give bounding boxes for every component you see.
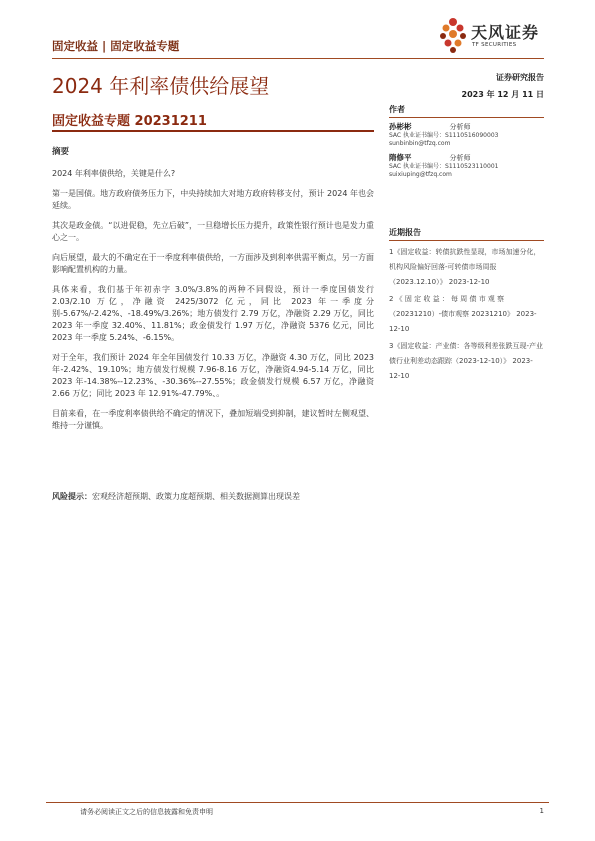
abstract-heading: 摘要: [52, 147, 70, 157]
author-license: SAC 执业证书编号：S1110523110001: [389, 162, 499, 170]
abstract-paragraph: 对于全年，我们预计 2024 年全年国债发行 10.33 万亿，净融资 4.30 万亿，同比 2023 年-2.42%、19.10%；地方债发行规模 7.96-8.16 万亿，净融资4.94-5.14 万亿，同比 2023 年-14.38%--12.23%、-30.36%--27.55%；政金债发行规模 6.57 万亿，净融资 2.66 万亿；同比 2023 年 12.91%-47.79%、。: [52, 353, 374, 398]
abstract-paragraph: 其次是政金债。“以进促稳，先立后破”，一旦稳增长压力提升，政策性银行预计也是发力重心之一。: [52, 221, 374, 242]
recent-reports-heading: 近期报告: [389, 227, 544, 241]
author-card: [389, 122, 544, 149]
abstract-paragraph: 2024 年利率债供给，关键是什么?: [52, 169, 176, 178]
logo-mark-icon: [438, 14, 468, 54]
report-date: 2023 年 12 月 11 日: [461, 90, 544, 99]
abstract-paragraph: 第一是国债。地方政府债务压力下，中央持续加大对地方政府转移支付，预计 2024 年也会延续。: [52, 189, 374, 210]
author-card: [389, 153, 544, 180]
author-name: 孙彬彬: [389, 122, 412, 131]
logo-english-name: TF SECURITIES: [472, 42, 517, 48]
author-email[interactable]: sunbinbin@tfzq.com: [389, 140, 451, 148]
recent-reports-panel: [389, 227, 544, 386]
report-title: 2024 年利率债供给展望: [52, 74, 270, 98]
author-name: 隋修平: [389, 152, 412, 162]
logo-chinese-name: 天风证券: [471, 23, 540, 42]
footer-divider: [46, 802, 549, 803]
company-logo: [438, 14, 546, 54]
risk-warning: [52, 491, 374, 503]
abstract-section: [52, 146, 374, 440]
report-type: 证券研究报告: [496, 73, 544, 82]
abstract-paragraph: 向后展望，最大的不确定在于一季度利率债供给，一方面涉及到利率供需平衡点，另一方面影响配置机构的力量。: [52, 253, 374, 274]
recent-report-link[interactable]: 3《固定收益：产业债：各等级利差张跌互现-产业债行业利差动态跟踪（2023-12-10）》 2023-12-10: [389, 342, 543, 380]
author-role: 分析师: [449, 153, 471, 162]
authors-heading: 作者: [389, 104, 544, 118]
footer-disclaimer: 请务必阅读正文之后的信息披露和免责申明: [80, 808, 213, 816]
abstract-paragraph: 具体来看，我们基于年初赤字 3.0%/3.8%的两种不同假设，预计一季度国债发行 2.03/2.10 万亿，净融资 2425/3072 亿元，同比 2023 年一季度分别-5.67%/-2.42%、-18.49%/3.26%；地方债发行 2.79 万亿，净融资 2.29 万亿，同比 2023 年一季度 32.40%、11.81%；政金债发行 1.97 万亿，净融资 5376 亿元，同比 2023 年一季度 5.24%、-6.15%。: [52, 285, 374, 342]
risk-text: 宏观经济超预期、政策力度超预期、相关数据测算出现误差: [92, 492, 300, 501]
subtitle-divider: [52, 130, 374, 132]
recent-report-link[interactable]: 1《固定收益：转债抗跌性显现，市场加速分化，机构风险偏好回落-可转债市场周报（2023.12.10）》 2023-12-10: [389, 248, 541, 286]
author-email[interactable]: suixiuping@tfzq.com: [389, 170, 452, 178]
authors-panel: [389, 104, 544, 179]
author-license: SAC 执业证书编号：S1110516090003: [389, 132, 499, 139]
author-role: 分析师: [449, 123, 471, 131]
breadcrumb: 固定收益 | 固定收益专题: [52, 39, 180, 53]
risk-label: 风险提示：: [52, 492, 92, 501]
header-divider: [52, 58, 544, 59]
report-subtitle: 固定收益专题 20231211: [52, 114, 207, 129]
page-number: 1: [539, 807, 544, 815]
recent-report-link[interactable]: 2 《 固 定 收 益 ： 每 周 债 市 观 察（20231210）-债市观察 20231210》 2023-12-10: [389, 295, 537, 333]
abstract-paragraph: 目前来看，在一季度利率债供给不确定的情况下，叠加短端受到抑制，建议暂时左侧观望、维持一分谨慎。: [52, 409, 374, 430]
